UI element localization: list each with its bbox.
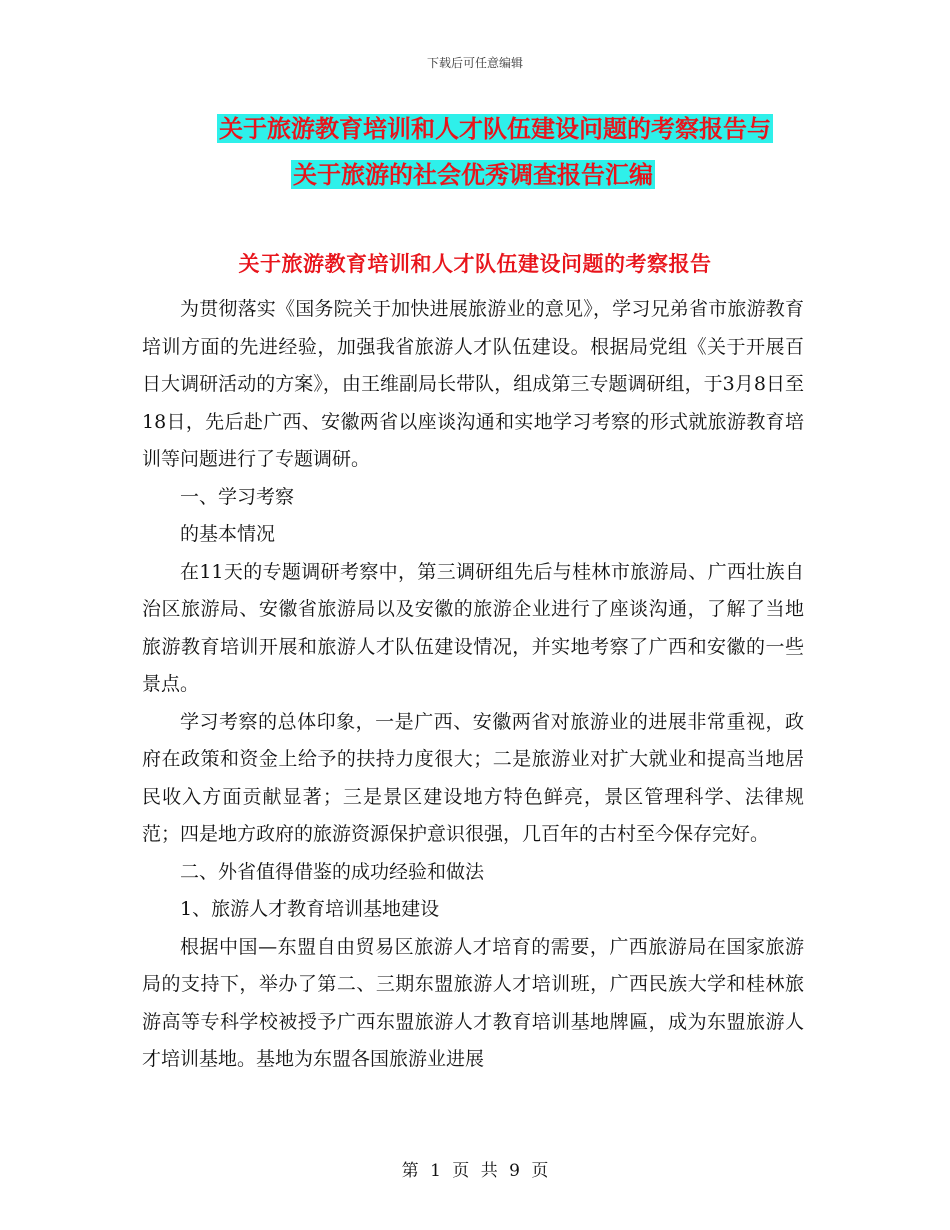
- document-title-line-1: [20, 110, 950, 148]
- document-body: [142, 291, 804, 1079]
- section-title: 关于旅游教育培训和人才队伍建设问题的考察报告: [238, 251, 712, 276]
- heading-study-inspection: 一、学习考察: [180, 485, 295, 508]
- heading-training-base: 1、旅游人才教育培训基地建设: [180, 898, 440, 920]
- document-title-line-2: [0, 156, 948, 194]
- paragraph-survey: 在11天的专题调研考察中，第三调研组先后与桂林市旅游局、广西壮族自治区旅游局、安徽省旅游局以及安徽的旅游企业进行了座谈沟通，了解了当地旅游教育培训开展和旅游人才队伍建设情况，并实地考察了广西和安徽的一些景点。: [142, 560, 804, 695]
- paragraph-intro: 为贯彻落实《国务院关于加快进展旅游业的意见》，学习兄弟省市旅游教育培训方面的先进经验，加强我省旅游人才队伍建设。根据局党组《关于开展百日大调研活动的方案》，由王维副局长带队，组成第三专题调研组，于3月8日至18日，先后赴广西、安徽两省以座谈沟通和实地学习考察的形式就旅游教育培训等问题进行了专题调研。: [142, 298, 804, 470]
- title-highlight-1: 关于旅游教育培训和人才队伍建设问题的考察报告与: [219, 114, 771, 143]
- header-note: 下载后可任意编辑: [426, 56, 523, 70]
- title-highlight-2: 关于旅游的社会优秀调查报告汇编: [293, 160, 653, 189]
- paragraph-impression: 学习考察的总体印象，一是广西、安徽两省对旅游业的进展非常重视，政府在政策和资金上给予的扶持力度很大；二是旅游业对扩大就业和提高当地居民收入方面贡献显著；三是景区建设地方特色鲜亮，景区管理科学、法律规范；四是地方政府的旅游资源保护意识很强，几百年的古村至今保存完好。: [142, 710, 804, 845]
- page-number: 第 1 页 共 9 页: [401, 1161, 549, 1181]
- heading-experience: 二、外省值得借鉴的成功经验和做法: [180, 860, 485, 883]
- paragraph-asean: 根据中国—东盟自由贸易区旅游人才培育的需要，广西旅游局在国家旅游局的支持下，举办了第二、三期东盟旅游人才培训班，广西民族大学和桂林旅游高等专科学校被授予广西东盟旅游人才教育培训基地牌匾，成为东盟旅游人才培训基地。基地为东盟各国旅游业进展: [142, 935, 804, 1070]
- heading-basic-situation: 的基本情况: [180, 523, 276, 545]
